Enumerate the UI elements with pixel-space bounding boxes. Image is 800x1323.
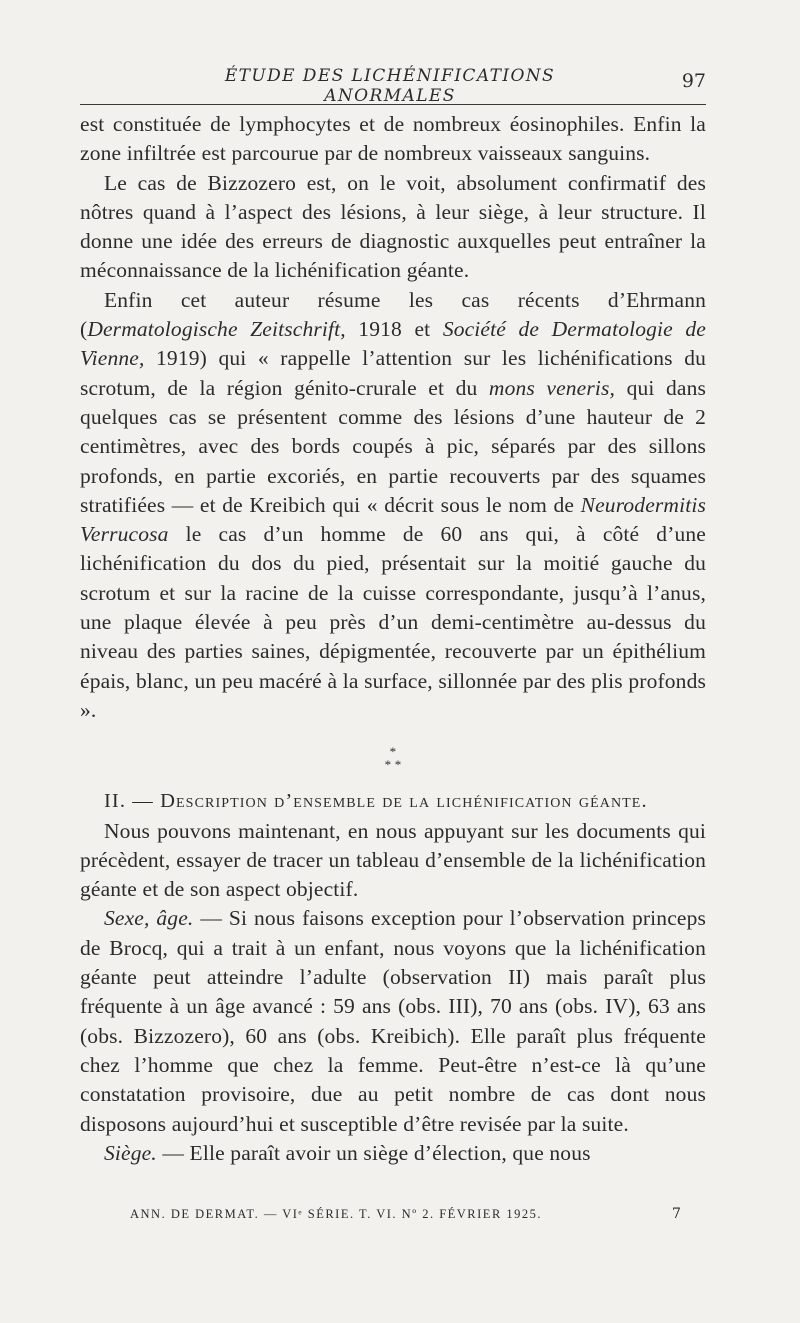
running-head xyxy=(80,64,706,106)
paragraph-text: 1918 et xyxy=(345,317,443,342)
page-number: 97 xyxy=(681,70,706,92)
paragraph-label: Sexe, âge. xyxy=(104,906,194,931)
paragraph-text: qui dans quelques cas se présentent comme des lésions d’une hauteur de 2 centimètres, avec des bords coupés à pic, séparés par des sillons profonds, en partie excoriés, en partie recouverts par des squames stratifiées — et de Kreibich qui « décrit sous le nom de xyxy=(80,375,707,517)
paragraph-text: le cas d’un homme de 60 ans qui, à côté d’une lichénification du dos du pied, présentait sur la moitié gauche du scrotum et sur la racine de la cuisse correspondante, jusqu’à l’anus, une plaque élevée à peu près d’un demi-centimètre au-dessus du niveau des parties saines, dépigmentée, recouverte par un épithélium épais, blanc, un peu macéré à la surface, sillonnée par des plis profonds ». xyxy=(80,522,706,722)
disease-name: Neurodermitis Verrucosa xyxy=(80,492,706,547)
section-heading: II. — Description d’ensemble de la lichénification géante. xyxy=(104,790,648,813)
paragraph-bizzozero: Le cas de Bizzozero est, on le voit, absolument confirmatif des nôtres quand à l’aspect des lésions, à leur siège, à leur structure. Il donne une idée des erreurs de diagnostic auxquelles peut entraîner la méconnaissance de la lichénification géante. xyxy=(80,170,706,283)
asterism-bottom: * * xyxy=(384,757,402,773)
asterism-top: * xyxy=(389,744,397,760)
paragraph-continued: est constituée de lymphocytes et de nombreux éosinophiles. Enfin la zone infiltrée est parcourue par de nombreux vaisseaux sanguins. xyxy=(80,112,706,166)
footer-citation: ANN. DE DERMAT. — VIᵉ SÉRIE. T. VI. Nº 2. FÉVRIER 1925. xyxy=(130,1207,543,1221)
signature-mark: 7 xyxy=(672,1206,681,1222)
paragraph-sexe-age xyxy=(80,904,706,1138)
paragraph-text: — Si nous faisons exception pour l’observation princeps de Brocq, qui a trait à un enfant, nous voyons que la lichénification géante peut atteindre l’adulte (observation II) mais paraît plus fréquente à un âge avancé : 59 ans (obs. III), 70 ans (obs. IV), 63 ans (obs. Bizzozero), 60 ans (obs. Kreibich). Elle paraît plus fréquente chez l’homme que chez la femme. Peut-être n’est-ce là qu’une constatation provisoire, due au petit nombre de cas dont nous disposons aujourd’hui et susceptible d’être revisée par la suite. xyxy=(80,906,706,1136)
asterism xyxy=(80,745,706,771)
journal-title: Dermatologische Zeitschrift, xyxy=(87,317,346,342)
paragraph-intro: Nous pouvons maintenant, en nous appuyant sur les documents qui précèdent, essayer de tracer un tableau d’ensemble de la lichénification géante et de son aspect objectif. xyxy=(80,818,706,902)
paragraph-ehrmann xyxy=(80,286,706,725)
body-text xyxy=(80,110,706,1168)
paragraph-text: Enfin cet auteur résume les cas récents d’Ehrmann ( xyxy=(80,287,706,342)
society-title: Société de Dermatologie de Vienne, xyxy=(80,317,706,371)
paragraph-text: — Elle paraît avoir un siège d’élection, que nous xyxy=(156,1140,591,1165)
paragraph-text: 1919) qui « rappelle l’attention sur les lichénifications du scrotum, de la région génito-crurale et du xyxy=(80,346,706,400)
header-rule xyxy=(80,104,706,105)
running-title: ÉTUDE DES LICHÉNIFICATIONS ANORMALES xyxy=(224,66,556,106)
paragraph-siege xyxy=(80,1139,706,1168)
paragraph-label: Siège. xyxy=(104,1140,157,1165)
latin-term: mons veneris, xyxy=(488,375,616,400)
